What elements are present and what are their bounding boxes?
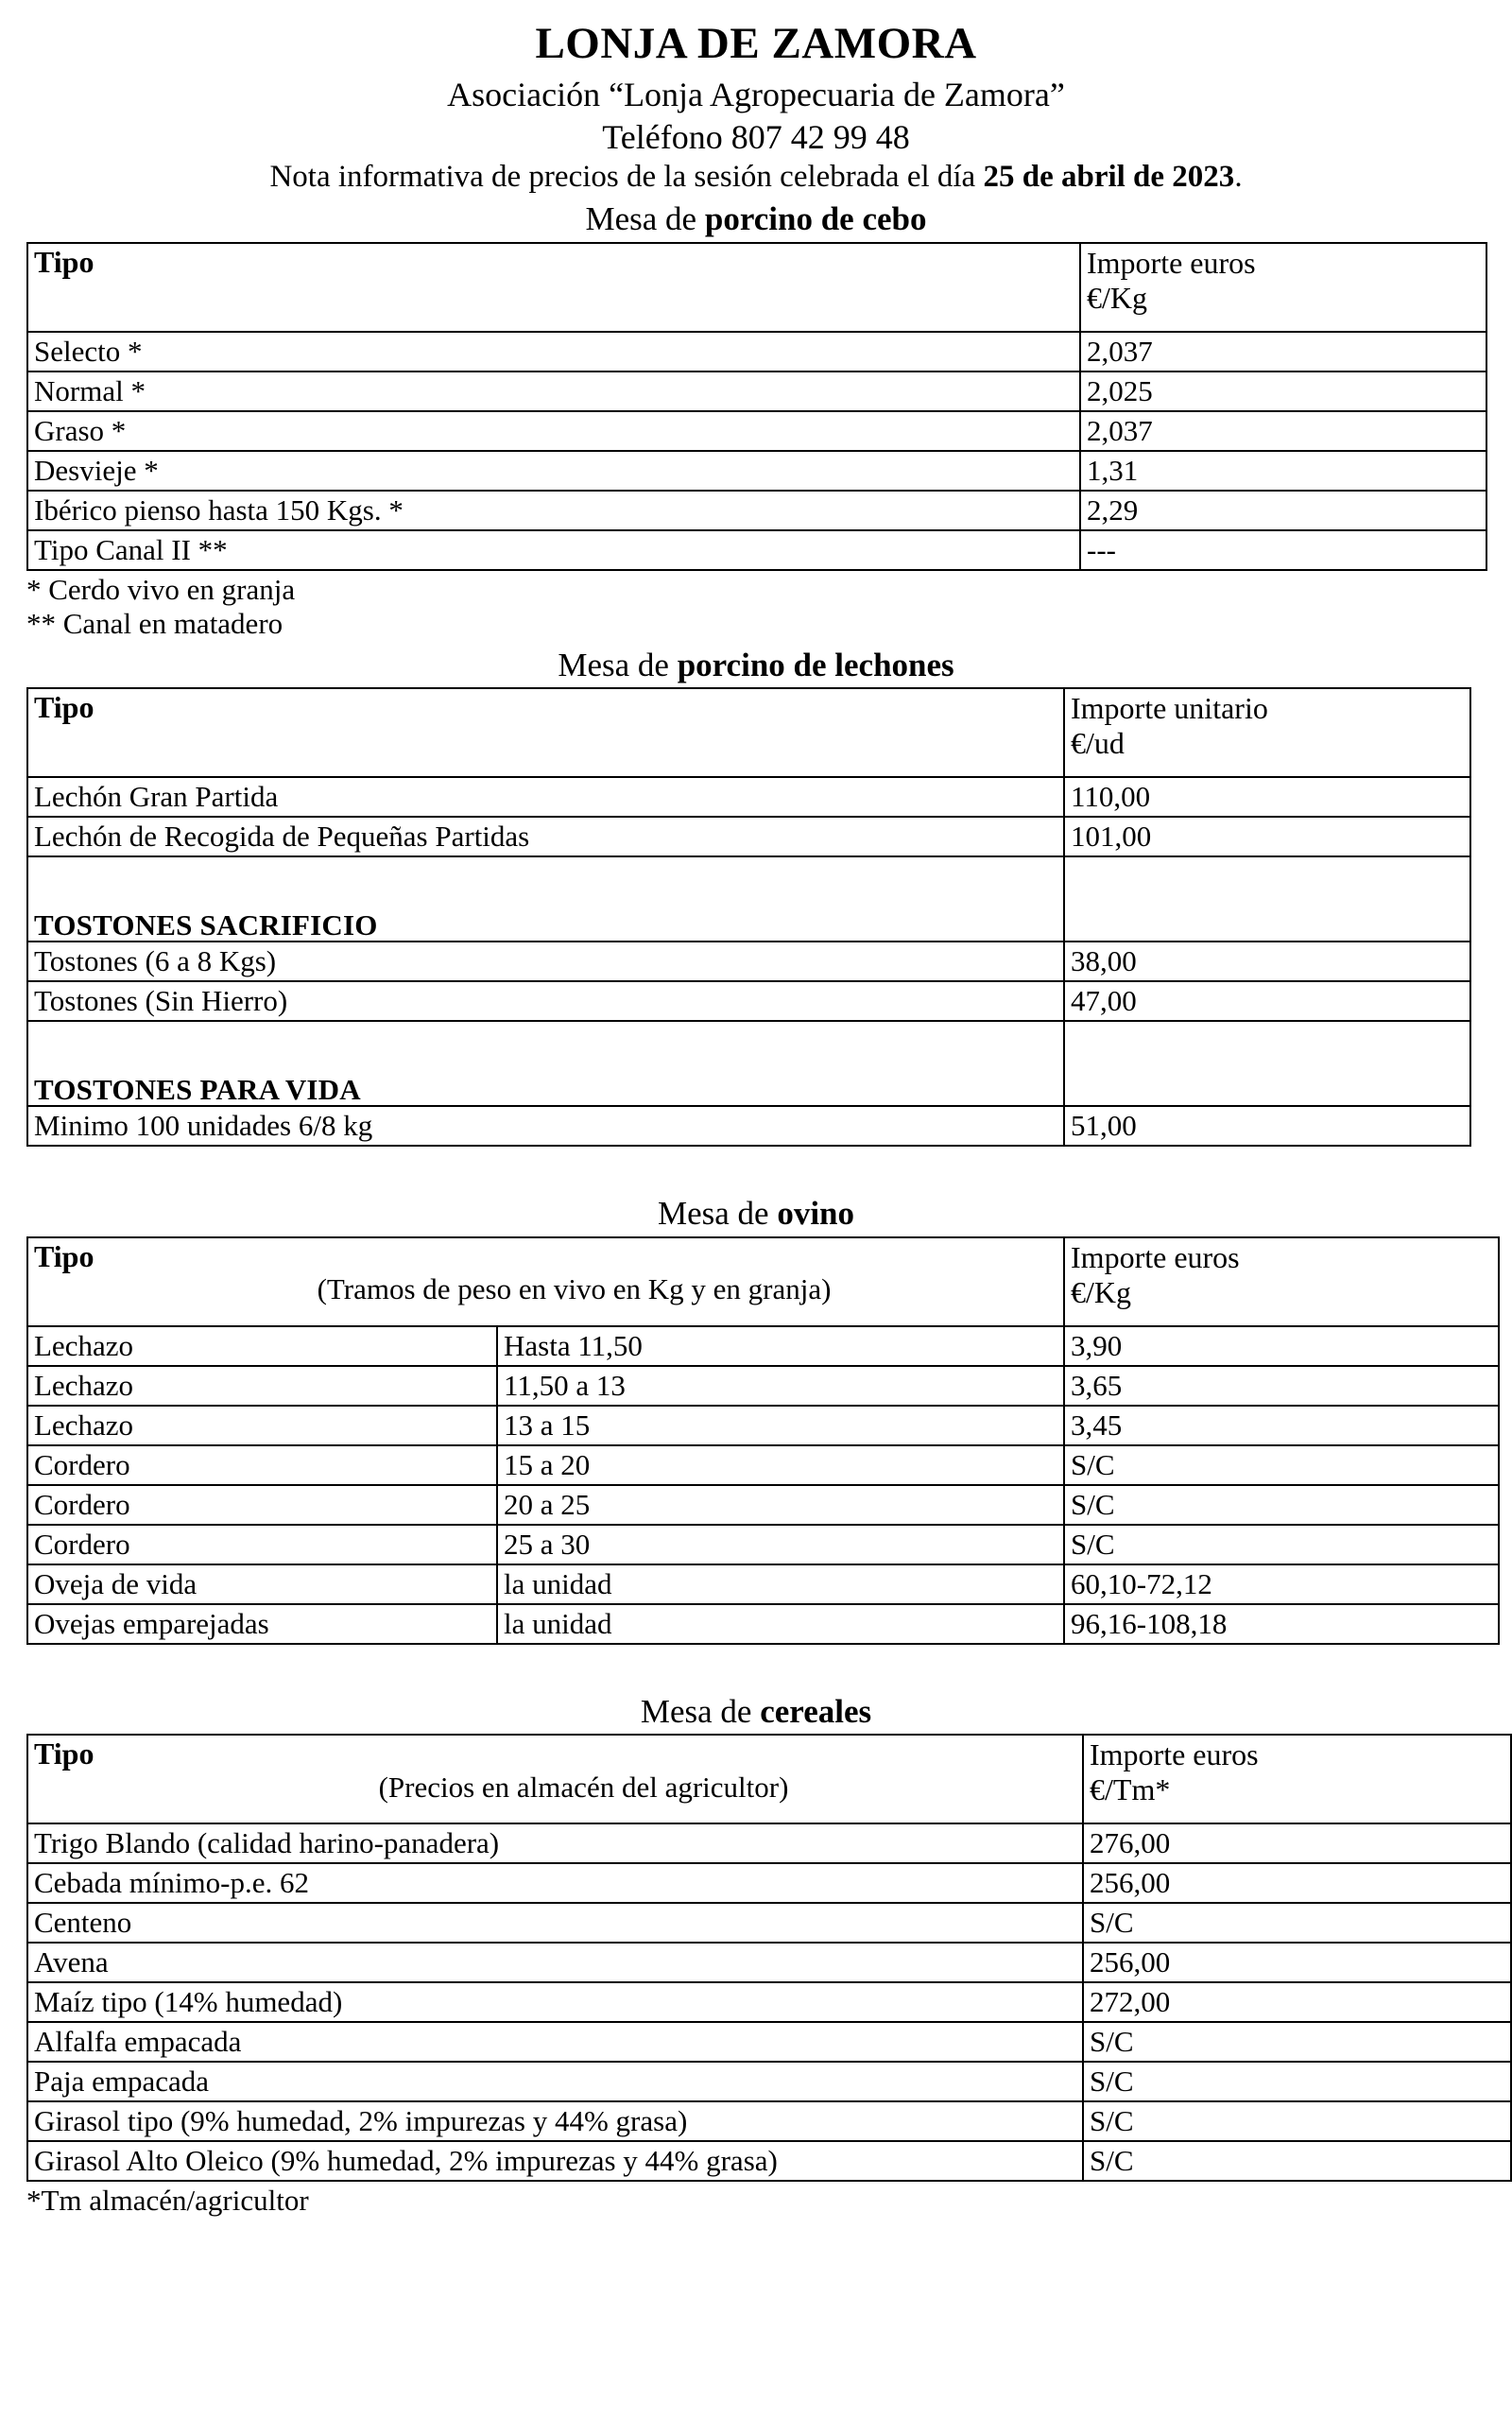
column-header-amount-line2: €/Kg [1087, 280, 1147, 315]
cell-amount [1064, 817, 1470, 856]
table-group-row [27, 856, 1470, 942]
column-header-amount-line2: €/Kg [1071, 1274, 1132, 1309]
table-row [27, 1445, 1499, 1485]
cell-type-text: Desvieje * [34, 453, 159, 487]
cell-amount-text: S/C [1090, 2065, 1134, 2099]
cell-type-text: Centeno [34, 1906, 132, 1940]
cell-type-text: TOSTONES PARA VIDA [34, 1073, 361, 1107]
cell-type-text: Lechón Gran Partida [34, 780, 279, 814]
table-row [27, 1982, 1511, 2022]
cell-type-text: Tostones (Sin Hierro) [34, 984, 288, 1018]
cell-type [27, 1485, 497, 1525]
cell-amount-text: 47,00 [1071, 984, 1137, 1018]
table-row [27, 1903, 1511, 1943]
table-header-row [27, 1237, 1499, 1326]
cell-range [497, 1604, 1064, 1644]
cell-type [27, 1525, 497, 1564]
table-ovino [26, 1236, 1500, 1645]
cell-amount [1083, 2022, 1511, 2062]
column-header-type [27, 243, 1080, 332]
table-group-row [27, 1021, 1470, 1106]
cell-type [27, 2141, 1083, 2181]
column-header-amount-line1: Importe euros [1071, 1239, 1240, 1274]
spacer [0, 1645, 1512, 1688]
section-title-ovino [0, 1196, 1512, 1233]
cell-amount [1064, 1485, 1499, 1525]
cell-type [27, 411, 1080, 451]
cell-range [497, 1564, 1064, 1604]
column-header-amount-line2: €/Tm* [1090, 1772, 1171, 1807]
cell-range [497, 1445, 1064, 1485]
cell-type-text: Girasol tipo (9% humedad, 2% impurezas y 44% grasa) [34, 2104, 688, 2138]
cell-range [497, 1406, 1064, 1445]
cell-amount-text: 276,00 [1090, 1826, 1171, 1860]
cell-amount [1083, 1982, 1511, 2022]
cell-amount [1064, 1326, 1499, 1366]
cell-type-text: Normal * [34, 373, 146, 407]
cell-amount-text: S/C [1090, 2025, 1134, 2059]
cell-type-text: Girasol Alto Oleico (9% humedad, 2% impurezas y 44% grasa) [34, 2144, 778, 2178]
cell-type [27, 777, 1064, 817]
cell-type-text: Tipo Canal II ** [34, 532, 228, 566]
table-header-row [27, 243, 1486, 332]
cell-type [27, 491, 1080, 530]
cell-type-text: Lechazo [34, 1328, 133, 1362]
table-row [27, 1823, 1511, 1863]
table-porcino-lechones [26, 687, 1471, 1147]
cell-amount-text: 3,90 [1071, 1328, 1123, 1362]
table-row [27, 332, 1486, 371]
table-row [27, 777, 1470, 817]
cell-type [27, 942, 1064, 981]
cell-amount [1080, 491, 1486, 530]
cell-amount [1083, 2141, 1511, 2181]
table-porcino-cebo [26, 242, 1487, 571]
cell-type [27, 1106, 1064, 1146]
cell-type-text: Paja empacada [34, 2065, 210, 2099]
cell-type [27, 1823, 1083, 1863]
cell-range-text: 25 a 30 [504, 1527, 591, 1561]
table-row [27, 411, 1486, 451]
cell-amount [1080, 451, 1486, 491]
table-row [27, 451, 1486, 491]
cell-type-text: Oveja de vida [34, 1566, 198, 1600]
footnote-1: * Cerdo vivo en granja [26, 572, 296, 606]
cell-amount-text: 3,65 [1071, 1368, 1123, 1402]
section-title-lechones [0, 648, 1512, 684]
column-header-type-sublabel: (Precios en almacén del agricultor) [378, 1770, 789, 1804]
table-header-row [27, 1735, 1511, 1823]
cell-type [27, 1366, 497, 1406]
column-header-amount [1083, 1735, 1511, 1823]
cell-type-text: Ibérico pienso hasta 150 Kgs. * [34, 492, 404, 527]
table-row [27, 2022, 1511, 2062]
association-name: Asociación “Lonja Agropecuaria de Zamora” [447, 76, 1065, 114]
cell-type-text: Selecto * [34, 334, 143, 368]
table-row [27, 1106, 1470, 1146]
cell-type [27, 1863, 1083, 1903]
spacer [0, 1147, 1512, 1190]
cell-type-text: Tostones (6 a 8 Kgs) [34, 944, 277, 978]
cell-type [27, 2022, 1083, 2062]
section-title-cebo [0, 201, 1512, 238]
phone-line: Teléfono 807 42 99 48 [602, 117, 910, 156]
cell-amount [1083, 2101, 1511, 2141]
cell-amount-text: 272,00 [1090, 1985, 1171, 2019]
cell-type-text: Graso * [34, 413, 127, 447]
cell-type [27, 530, 1080, 570]
cell-amount-text: 2,037 [1087, 413, 1153, 447]
cell-amount [1083, 1943, 1511, 1982]
cell-amount-text: 256,00 [1090, 1945, 1171, 1979]
column-header-amount-line1: Importe euros [1090, 1737, 1259, 1772]
cell-range [497, 1326, 1064, 1366]
footnote-2: ** Canal en matadero [26, 607, 284, 641]
cell-range-text: 20 a 25 [504, 1487, 591, 1521]
column-header-type [27, 688, 1064, 777]
column-header-amount [1064, 1237, 1499, 1326]
cell-amount-text: 60,10-72,12 [1071, 1566, 1212, 1600]
section-title-cereales-emphasis: cereales [760, 1692, 872, 1730]
cell-amount-text: 101,00 [1071, 820, 1152, 854]
table-row [27, 1326, 1499, 1366]
cell-amount-text: S/C [1071, 1527, 1115, 1561]
cell-type [27, 1982, 1083, 2022]
table-row [27, 817, 1470, 856]
footnotes-cereales [26, 2184, 1512, 2219]
cell-amount [1080, 530, 1486, 570]
cell-type-text: Lechón de Recogida de Pequeñas Partidas [34, 820, 530, 854]
column-header-amount-line2: €/ud [1071, 726, 1125, 761]
cell-amount [1064, 1106, 1470, 1146]
column-header-type-sublabel: (Tramos de peso en vivo en Kg y en granja) [317, 1272, 832, 1306]
column-header-type-label: Tipo [34, 1736, 94, 1771]
table-row [27, 1564, 1499, 1604]
cell-amount [1080, 371, 1486, 411]
table-row [27, 2062, 1511, 2101]
table-row [27, 1485, 1499, 1525]
table-row [27, 530, 1486, 570]
table-row [27, 2141, 1511, 2181]
section-title-cereales [0, 1694, 1512, 1731]
cell-type-text: Alfalfa empacada [34, 2025, 242, 2059]
footnotes-cebo [26, 573, 1512, 642]
document-page [0, 21, 1512, 2419]
column-header-amount-line1: Importe unitario [1071, 691, 1268, 726]
cell-amount-text: 51,00 [1071, 1109, 1137, 1143]
cell-amount-text: 1,31 [1087, 453, 1139, 487]
page-title: LONJA DE ZAMORA [535, 19, 977, 68]
cell-range-text: 13 a 15 [504, 1408, 591, 1442]
cell-type [27, 2101, 1083, 2141]
cell-type-text: Maíz tipo (14% humedad) [34, 1985, 343, 2019]
cell-type-text: Lechazo [34, 1368, 133, 1402]
cell-type-text: TOSTONES SACRIFICIO [34, 908, 378, 942]
column-header-type-label: Tipo [34, 690, 94, 725]
cell-amount [1064, 1604, 1499, 1644]
cell-range-text: 11,50 a 13 [504, 1368, 626, 1402]
cell-amount [1064, 1564, 1499, 1604]
cell-range-text: Hasta 11,50 [504, 1328, 643, 1362]
table-cereales [26, 1734, 1512, 2182]
cell-type [27, 332, 1080, 371]
cell-type [27, 1604, 497, 1644]
cell-amount [1083, 2062, 1511, 2101]
cell-type [27, 1445, 497, 1485]
section-title-cebo-prefix: Mesa de [585, 200, 705, 238]
table-row [27, 1604, 1499, 1644]
column-header-amount [1080, 243, 1486, 332]
cell-amount [1083, 1903, 1511, 1943]
cell-range-text: la unidad [504, 1606, 612, 1640]
cell-amount [1064, 981, 1470, 1021]
cell-amount-text: 110,00 [1071, 780, 1151, 814]
cell-amount [1064, 777, 1470, 817]
cell-amount-text: 256,00 [1090, 1866, 1171, 1900]
column-header-amount-line1: Importe euros [1087, 245, 1256, 280]
table-row [27, 1943, 1511, 1982]
cell-type [27, 2062, 1083, 2101]
cell-type [27, 1406, 497, 1445]
table-header-row [27, 688, 1470, 777]
cell-amount [1083, 1863, 1511, 1903]
cell-type-text: Ovejas emparejadas [34, 1606, 269, 1640]
cell-type-text: Avena [34, 1945, 109, 1979]
cell-amount [1064, 1445, 1499, 1485]
cell-amount [1080, 332, 1486, 371]
section-title-lechones-prefix: Mesa de [558, 646, 678, 683]
cell-type [27, 1903, 1083, 1943]
table-row [27, 981, 1470, 1021]
section-title-ovino-prefix: Mesa de [657, 1195, 778, 1233]
table-row [27, 942, 1470, 981]
section-title-cereales-prefix: Mesa de [640, 1692, 761, 1730]
cell-type-text: Cordero [34, 1447, 130, 1481]
cell-type [27, 451, 1080, 491]
cell-amount-text: 3,45 [1071, 1408, 1123, 1442]
cell-amount [1064, 1021, 1470, 1106]
cell-amount-text: S/C [1090, 2104, 1134, 2138]
session-note-suffix: . [1234, 160, 1243, 195]
cell-amount-text: 2,025 [1087, 373, 1153, 407]
cell-type [27, 1021, 1064, 1106]
section-title-ovino-emphasis: ovino [777, 1195, 855, 1233]
column-header-amount [1064, 688, 1470, 777]
table-row [27, 491, 1486, 530]
cell-amount [1080, 411, 1486, 451]
cell-range-text: 15 a 20 [504, 1447, 591, 1481]
section-title-lechones-emphasis: porcino de lechones [677, 646, 954, 683]
cell-type-text: Cebada mínimo-p.e. 62 [34, 1866, 309, 1900]
cell-amount-text: S/C [1071, 1487, 1115, 1521]
cell-type [27, 1564, 497, 1604]
cell-type-text: Trigo Blando (calidad harino-panadera) [34, 1826, 500, 1860]
cell-amount [1064, 1406, 1499, 1445]
cell-amount-text: S/C [1090, 2144, 1134, 2178]
cell-amount [1064, 1525, 1499, 1564]
cell-amount-text: 96,16-108,18 [1071, 1606, 1228, 1640]
cell-amount [1064, 856, 1470, 942]
cell-amount [1083, 1823, 1511, 1863]
table-row [27, 371, 1486, 411]
session-note-prefix: Nota informativa de precios de la sesión celebrada el día [269, 160, 984, 195]
cell-type [27, 981, 1064, 1021]
cell-type [27, 1943, 1083, 1982]
cell-amount-text: --- [1087, 532, 1116, 566]
cell-range [497, 1525, 1064, 1564]
cell-range [497, 1485, 1064, 1525]
column-header-type [27, 1735, 1083, 1823]
cell-amount-text: S/C [1071, 1447, 1115, 1481]
session-note [0, 159, 1512, 196]
table-row [27, 1863, 1511, 1903]
column-header-type-label: Tipo [34, 1238, 94, 1273]
cell-range [497, 1366, 1064, 1406]
cell-amount-text: 38,00 [1071, 944, 1137, 978]
cell-range-text: la unidad [504, 1566, 612, 1600]
table-row [27, 2101, 1511, 2141]
footnote-1: *Tm almacén/agricultor [26, 2184, 309, 2218]
cell-amount [1064, 942, 1470, 981]
cell-type [27, 817, 1064, 856]
cell-amount [1064, 1366, 1499, 1406]
section-title-cebo-emphasis: porcino de cebo [704, 200, 927, 238]
column-header-type [27, 1237, 1064, 1326]
column-header-type-label: Tipo [34, 244, 94, 279]
cell-type [27, 856, 1064, 942]
table-row [27, 1525, 1499, 1564]
cell-amount-text: 2,037 [1087, 334, 1153, 368]
cell-amount-text: S/C [1090, 1906, 1134, 1940]
cell-type-text: Lechazo [34, 1408, 133, 1442]
table-row [27, 1366, 1499, 1406]
cell-amount-text: 2,29 [1087, 492, 1139, 527]
session-date: 25 de abril de 2023 [983, 160, 1235, 195]
table-row [27, 1406, 1499, 1445]
cell-type-text: Minimo 100 unidades 6/8 kg [34, 1109, 373, 1143]
cell-type [27, 1326, 497, 1366]
cell-type-text: Cordero [34, 1527, 130, 1561]
cell-type [27, 371, 1080, 411]
cell-type-text: Cordero [34, 1487, 130, 1521]
